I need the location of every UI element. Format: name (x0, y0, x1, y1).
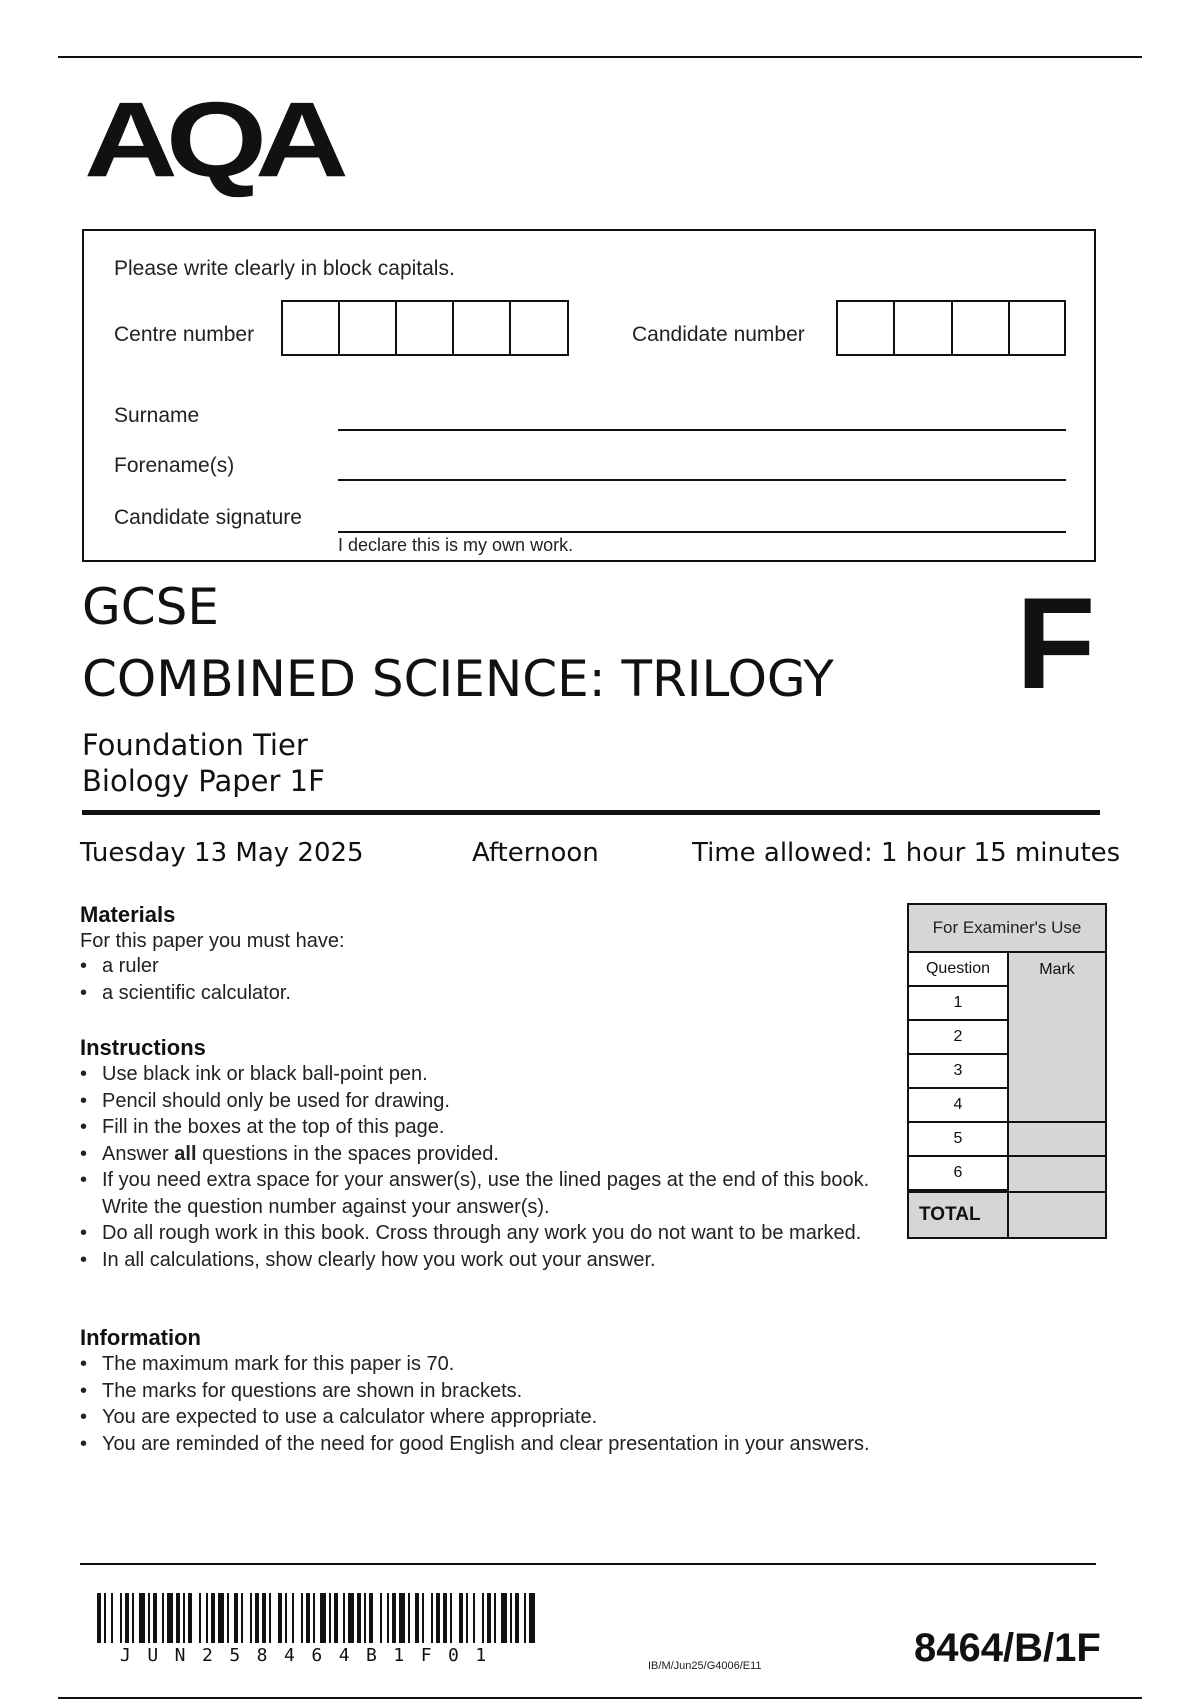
list-item: • Do all rough work in this book. Cross through any work you do not want to be marked. (80, 1220, 880, 1247)
information-heading: Information (80, 1325, 201, 1350)
answer-bold: all (174, 1142, 197, 1165)
barcode-bar (482, 1593, 484, 1643)
mark-cell (1009, 1055, 1105, 1089)
barcode-bar (255, 1593, 259, 1643)
barcode-bar (278, 1593, 282, 1643)
barcode-bar (364, 1593, 366, 1643)
barcode-bar (473, 1593, 475, 1643)
list-item: • a scientific calculator. (80, 980, 880, 1007)
barcode-bar (443, 1593, 447, 1643)
barcode-bar (450, 1593, 452, 1643)
candidate-details-box (82, 229, 1096, 562)
table-row (909, 987, 1105, 1021)
list-item: • The marks for questions are shown in brackets. (80, 1378, 1080, 1405)
question-number: 5 (909, 1123, 1009, 1157)
barcode-bar (97, 1593, 101, 1643)
barcode-bar (399, 1593, 405, 1643)
barcode-bar (431, 1593, 433, 1643)
barcode-text: JUN258464B1F01 (120, 1645, 503, 1666)
materials-list (80, 953, 880, 1006)
list-item: • If you need extra space for your answer(s), use the lined pages at the end of this book. Write the question number against your answer(s). (80, 1167, 880, 1220)
barcode-bar (292, 1593, 294, 1643)
barcode-bar (494, 1593, 496, 1643)
instructions-list (80, 1061, 880, 1273)
barcode-bar (211, 1593, 215, 1643)
barcode-bar (501, 1593, 507, 1643)
examiners-use-table (907, 903, 1107, 1239)
barcode-bar (466, 1593, 468, 1643)
bottom-rule (58, 1697, 1142, 1699)
question-number: 2 (909, 1021, 1009, 1055)
barcode-bar (241, 1593, 243, 1643)
mark-cell (1009, 1021, 1105, 1055)
forename-line[interactable] (338, 479, 1066, 481)
barcode-bar (250, 1593, 252, 1643)
forename-label: Forename(s) (114, 454, 235, 477)
mark-cell (1009, 1089, 1105, 1123)
aqa-logo: AQA (84, 79, 337, 200)
barcode-bar (369, 1593, 373, 1643)
barcode-bar (320, 1593, 326, 1643)
subject-title: COMBINED SCIENCE: TRILOGY (82, 650, 834, 708)
barcode-bar (285, 1593, 287, 1643)
footer-rule (80, 1563, 1096, 1565)
barcode-bar (104, 1593, 106, 1643)
list-item: • The maximum mark for this paper is 70. (80, 1351, 1080, 1378)
barcode-bar (380, 1593, 382, 1643)
barcode-bar (422, 1593, 424, 1643)
barcode-graphic (97, 1593, 535, 1643)
candidate-number-digit[interactable] (1010, 302, 1064, 354)
barcode-bar (436, 1593, 440, 1643)
barcode-bar (387, 1593, 389, 1643)
centre-number-digit[interactable] (340, 302, 397, 354)
barcode-bar (306, 1593, 310, 1643)
list-item: • You are expected to use a calculator where appropriate. (80, 1404, 1080, 1431)
paper-title: Biology Paper 1F (82, 764, 325, 798)
barcode-bar (125, 1593, 129, 1643)
signature-label: Candidate signature (114, 506, 302, 529)
table-row (909, 1089, 1105, 1123)
barcode-bar (343, 1593, 345, 1643)
centre-number-digit[interactable] (397, 302, 454, 354)
qualification-title: GCSE (82, 578, 219, 636)
surname-label: Surname (114, 404, 200, 427)
question-number: 1 (909, 987, 1009, 1021)
barcode-bar (162, 1593, 164, 1643)
examiners-use-header: For Examiner's Use (909, 905, 1105, 953)
barcode-bar (415, 1593, 419, 1643)
barcode-bar (262, 1593, 266, 1643)
barcode-bar (218, 1593, 224, 1643)
exam-session: Afternoon (472, 838, 599, 868)
list-item: • You are reminded of the need for good English and clear presentation in your answers. (80, 1431, 1080, 1458)
barcode-bar (329, 1593, 331, 1643)
question-column-header: Question (909, 953, 1009, 987)
centre-number-digit[interactable] (454, 302, 511, 354)
materials-heading: Materials (80, 902, 176, 927)
answer-prefix: Answer (102, 1142, 169, 1165)
candidate-number-digit[interactable] (895, 302, 953, 354)
candidate-number-label: Candidate number (632, 323, 805, 346)
declaration-text: I declare this is my own work. (338, 535, 574, 555)
barcode-bar (111, 1593, 113, 1643)
barcode-bar (183, 1593, 185, 1643)
barcode-bar (392, 1593, 396, 1643)
instructions-section (80, 1035, 880, 1273)
barcode-bar (357, 1593, 361, 1643)
barcode-bar (167, 1593, 173, 1643)
centre-number-boxes[interactable] (281, 300, 569, 356)
candidate-number-boxes[interactable] (836, 300, 1066, 356)
barcode-bar (120, 1593, 122, 1643)
barcode-bar (269, 1593, 271, 1643)
candidate-number-digit[interactable] (953, 302, 1010, 354)
barcode-bar (206, 1593, 208, 1643)
barcode-bar (348, 1593, 354, 1643)
barcode-bar (301, 1593, 303, 1643)
centre-number-label: Centre number (114, 323, 255, 346)
information-section (80, 1325, 1080, 1457)
question-number: 4 (909, 1089, 1009, 1123)
table-row (909, 1055, 1105, 1089)
signature-line[interactable] (338, 531, 1066, 533)
barcode-bar (487, 1593, 491, 1643)
barcode-bar (408, 1593, 410, 1643)
table-row (909, 1123, 1105, 1157)
barcode-bar (459, 1593, 463, 1643)
list-item: • Fill in the boxes at the top of this page. (80, 1114, 880, 1141)
question-number: 6 (909, 1157, 1009, 1191)
barcode-bar (515, 1593, 519, 1643)
table-row (909, 1157, 1105, 1191)
centre-number-digit[interactable] (511, 302, 567, 354)
barcode-bar (176, 1593, 180, 1643)
block-capitals-instruction: Please write clearly in block capitals. (114, 257, 455, 280)
time-allowed: Time allowed: 1 hour 15 minutes (692, 838, 1121, 868)
list-item: • Use black ink or black ball-point pen. (80, 1061, 880, 1088)
barcode-bar (524, 1593, 526, 1643)
table-header-row (909, 953, 1105, 987)
materials-intro: For this paper you must have: (80, 930, 345, 952)
tier-title: Foundation Tier (82, 728, 308, 762)
barcode-bar (148, 1593, 150, 1643)
information-list (80, 1351, 1080, 1457)
barcode-bar (132, 1593, 134, 1643)
barcode-bar (227, 1593, 229, 1643)
candidate-number-digit[interactable] (838, 302, 895, 354)
centre-number-digit[interactable] (283, 302, 340, 354)
instructions-heading: Instructions (80, 1035, 206, 1060)
barcode-bar (199, 1593, 201, 1643)
total-label: TOTAL (909, 1193, 1009, 1237)
barcode-bar (153, 1593, 157, 1643)
list-item (80, 1141, 880, 1168)
list-item: • Pencil should only be used for drawing. (80, 1088, 880, 1115)
barcode-bar (529, 1593, 535, 1643)
mark-cell (1009, 1123, 1105, 1157)
barcode-bar (188, 1593, 192, 1643)
mark-column-header: Mark (1039, 961, 1075, 978)
list-item: • In all calculations, show clearly how you work out your answer. (80, 1247, 880, 1274)
paper-code: 8464/B/1F (914, 1626, 1101, 1670)
mark-cell (1009, 1157, 1105, 1191)
title-rule (82, 810, 1100, 815)
total-row (909, 1191, 1105, 1237)
question-number: 3 (909, 1055, 1009, 1089)
surname-line[interactable] (338, 429, 1066, 431)
document-reference: IB/M/Jun25/G4006/E11 (648, 1660, 762, 1672)
answer-rest: questions in the spaces provided. (202, 1142, 499, 1165)
exam-date: Tuesday 13 May 2025 (80, 838, 364, 868)
list-item: • a ruler (80, 953, 880, 980)
barcode-bar (510, 1593, 512, 1643)
barcode-bar (313, 1593, 315, 1643)
barcode-bar (334, 1593, 338, 1643)
barcode-bar (139, 1593, 145, 1643)
mark-cell (1009, 987, 1105, 1021)
top-rule (58, 56, 1142, 58)
barcode-bar (234, 1593, 238, 1643)
table-row (909, 1021, 1105, 1055)
tier-letter: F (1016, 570, 1096, 716)
materials-section (80, 902, 880, 1006)
